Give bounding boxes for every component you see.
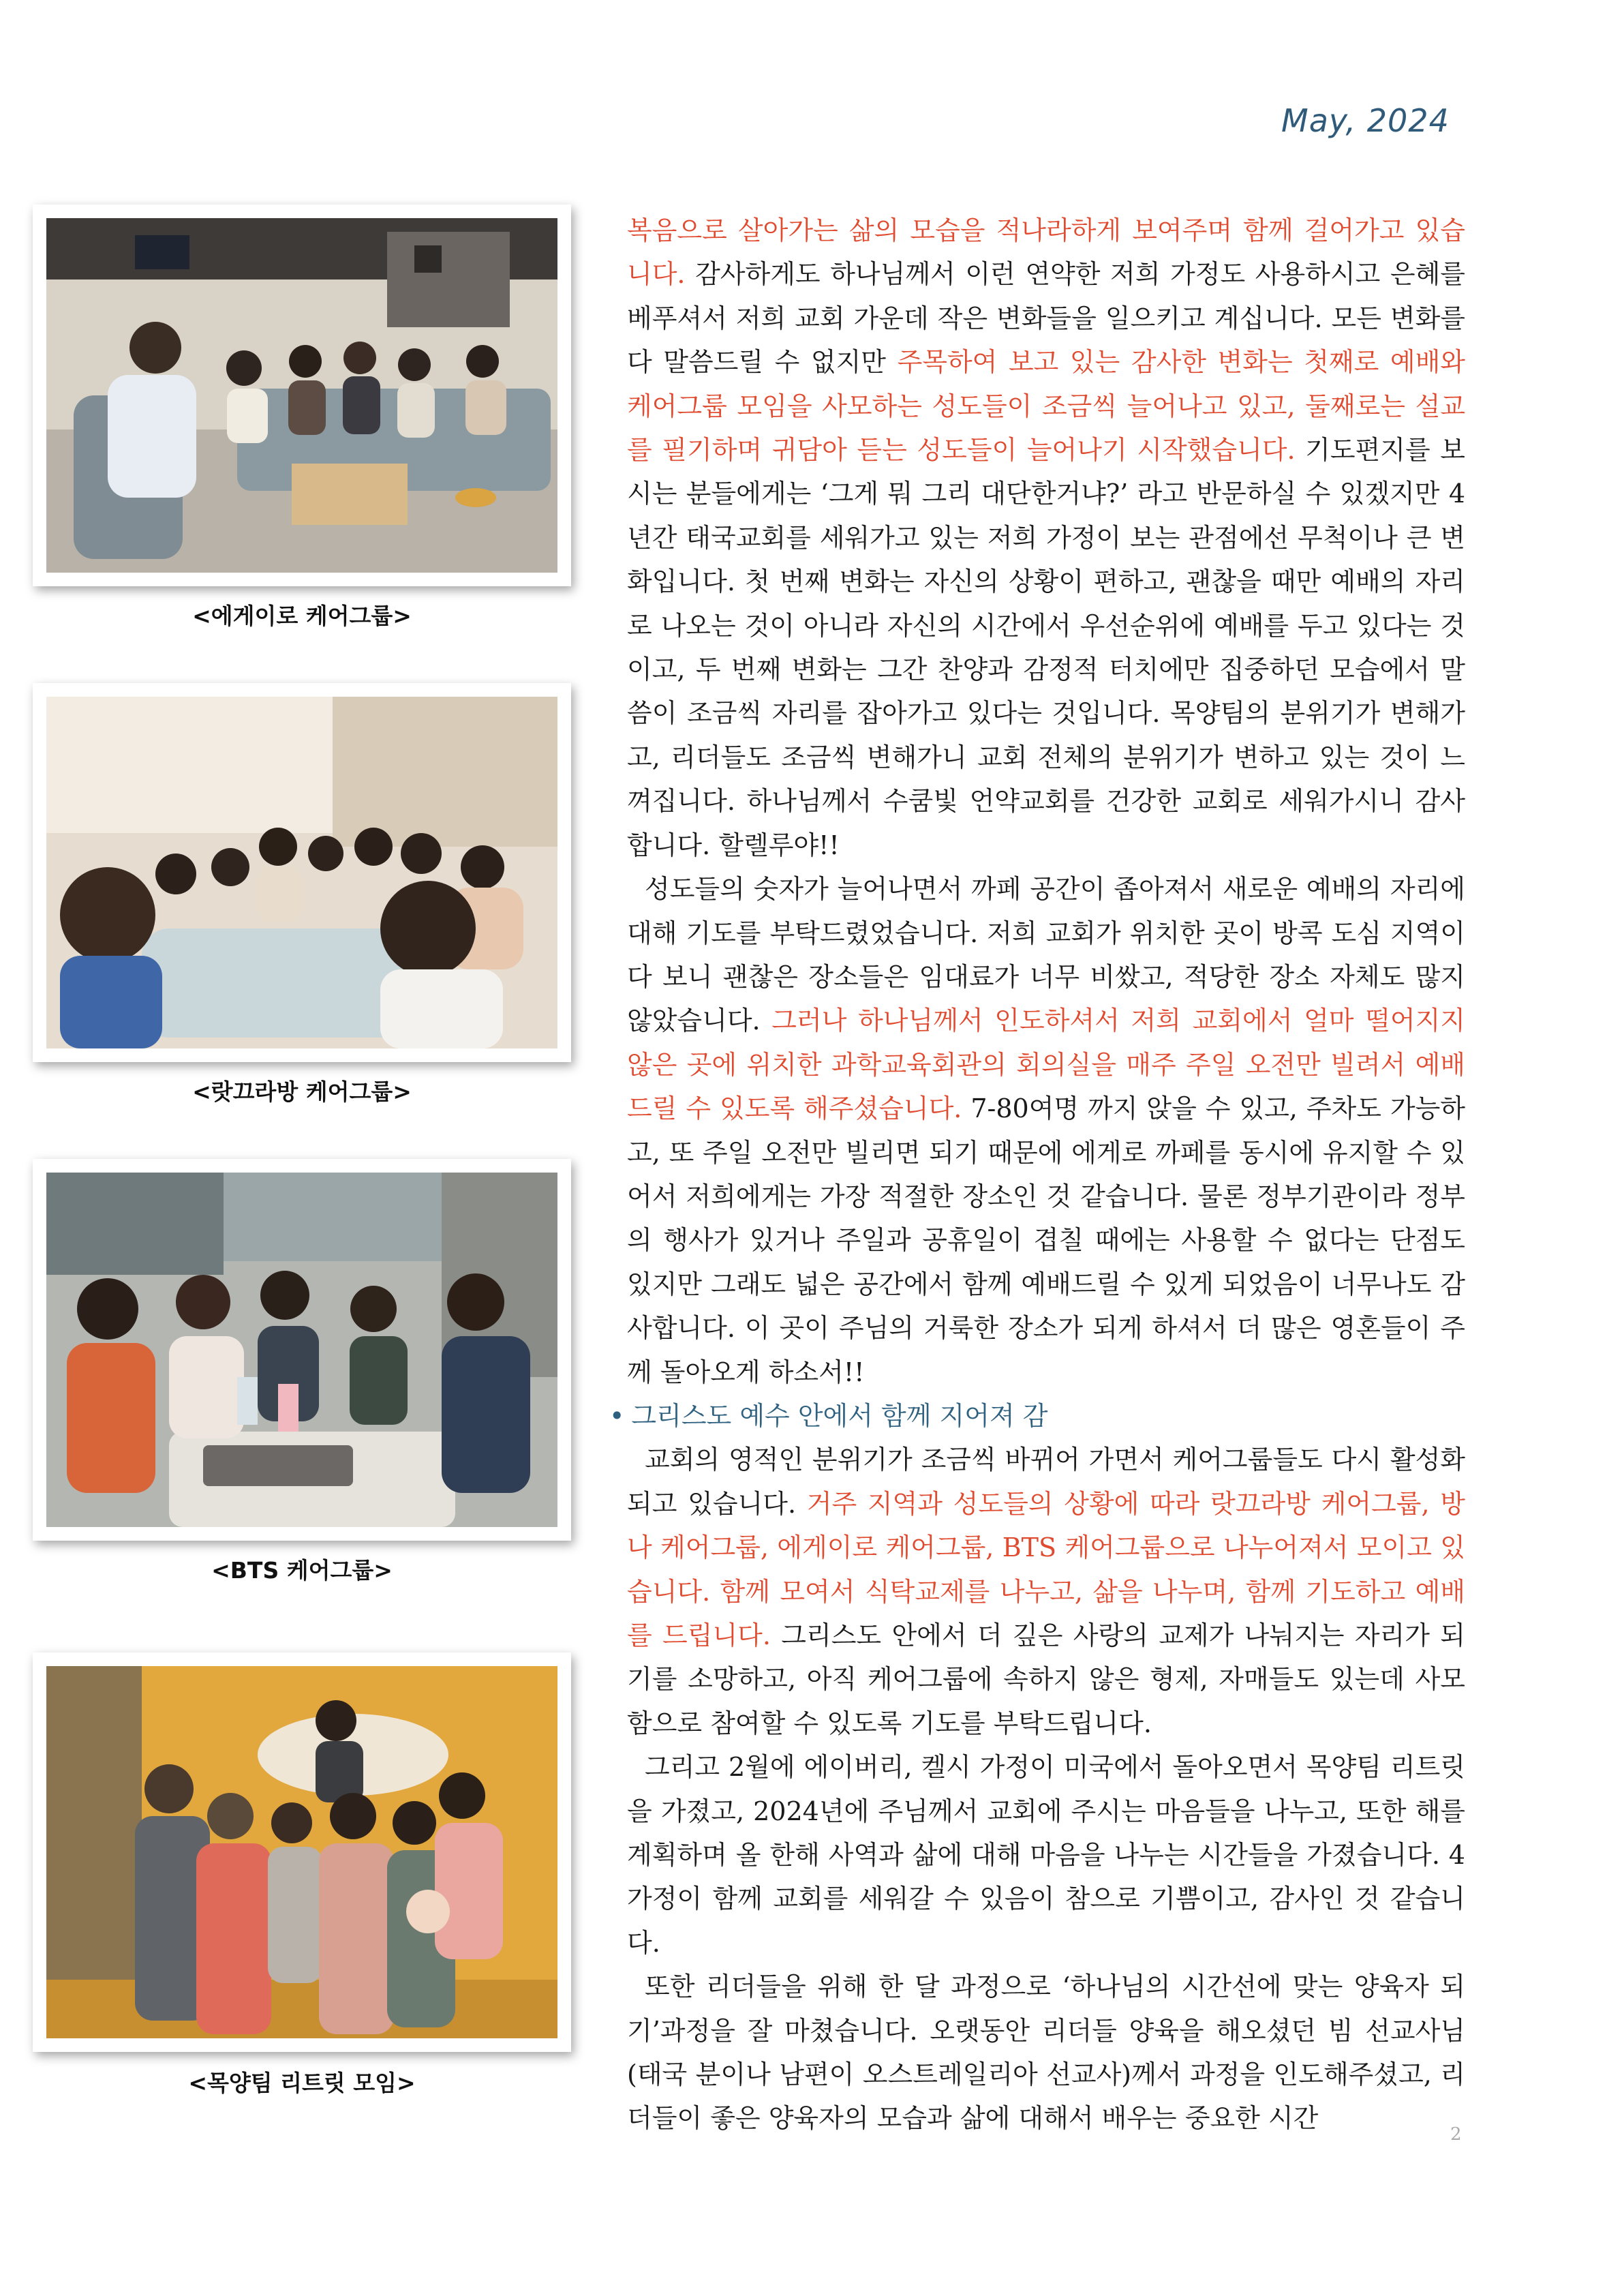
body-text: 그리스도 안에서 더 깊은 사랑의 교제가 나눠지는 자리가 되기를 소망하고, 아직 케어그룹에 속하지 않은 형제, 자매들도 있는데 사모함으로 참여할 수 있도록 기도를 부탁드립니다. <box>627 1620 1465 1738</box>
section-heading <box>609 1394 1465 1438</box>
photo-caption: <랏끄라방 케어그룹> <box>192 1078 412 1105</box>
group-photo-icon <box>33 683 571 1062</box>
paragraph: 그리고 2월에 에이버리, 켈시 가정이 미국에서 돌아오면서 목양팀 리트릿을 가졌고, 2024년에 주님께서 교회에 주시는 마음들을 나누고, 또한 해를 계획하며 올 한해 사역과 삶에 대해 마음을 나누는 시간들을 가졌습니다. 4가정이 함께 교회를 세워갈 수 있음이 참으로 기쁨이고, 감사인 것 같습니다. <box>627 1752 1465 1958</box>
highlight-text: 복음으로 살아가는 삶의 모습을 적나라하게 보여주며 함께 걸어가고 있습니다. <box>627 215 1465 290</box>
bullet-icon: • <box>609 1400 625 1431</box>
group-photo-icon <box>33 1652 571 2052</box>
article-body <box>609 209 1465 2141</box>
highlight-text: 거주 지역과 성도들의 상황에 따라 랏끄라방 케어그룹, 방나 케어그룹, 에게이로 케어그룹, BTS 케어그룹으로 나누어져서 모이고 있습니다. 함께 모여서 식탁교제를 나누고, 삶을 나누며, 함께 기도하고 예배를 드립니다. <box>627 1488 1465 1650</box>
paragraph <box>627 209 1465 867</box>
photo-caption: <BTS 케어그룹> <box>211 1557 393 1584</box>
body-text: 교회의 영적인 분위기가 조금씩 바뀌어 가면서 케어그룹들도 다시 활성화 되고 있습니다. <box>627 1445 1465 1519</box>
page-number: 2 <box>1450 2124 1462 2145</box>
paragraph: 또한 리더들을 위해 한 달 과정으로 ‘하나님의 시간선에 맞는 양육자 되기’과정을 잘 마쳤습니다. 오랫동안 리더들 양육을 해오셨던 빔 선교사님(태국 분이나 남편이 오스트레일리아 선교사)께서 과정을 인도해주셨고, 리더들이 좋은 양육자의 모습과 삶에 대해서 배우는 중요한 시간 <box>627 1972 1465 2134</box>
group-photo-icon <box>33 1159 571 1541</box>
photo-caption: <목양팀 리트릿 모임> <box>188 2070 416 2096</box>
paragraph <box>627 1438 1465 1745</box>
body-text: 7-80여명 까지 앉을 수 있고, 주차도 가능하고, 또 주일 오전만 빌리면 되기 때문에 에게로 까페를 동시에 유지할 수 있어서 저희에게는 가장 적절한 장소인 것 같습니다. 물론 정부기관이라 정부의 행사가 있거나 주일과 공휴일이 겹칠 때에는 사용할 수 없다는 단점도 있지만 그래도 넓은 공간에서 함께 예배드릴 수 있게 되었음이 너무나도 감사합니다. 이 곳이 주님의 거룩한 장소가 되게 하셔서 더 많은 영혼들이 주께 돌아오게 하소서!! <box>627 1093 1465 1387</box>
issue-date: May, 2024 <box>1281 102 1450 139</box>
body-text: 성도들의 숫자가 늘어나면서 까페 공간이 좁아져서 새로운 예배의 자리에 대해 기도를 부탁드렸었습니다. 저희 교회가 위치한 곳이 방콕 도심 지역이다 보니 괜찮은 장소들은 임대료가 너무 비쌌고, 적당한 장소 자체도 많지 않았습니다. <box>627 874 1465 1036</box>
highlight-text: 그러나 하나님께서 인도하셔서 저희 교회에서 얼마 떨어지지 않은 곳에 위치한 과학교육회관의 회의실을 매주 주일 오전만 빌려서 예배 드릴 수 있도록 해주셨습니다. <box>627 1006 1465 1124</box>
photo-leadership-retreat <box>33 1652 571 2052</box>
photo-bts-care-group <box>33 1159 571 1541</box>
photo-latkrabang-care-group <box>33 683 571 1062</box>
section-heading-text: 그리스도 예수 안에서 함께 지어져 감 <box>631 1400 1048 1431</box>
paragraph <box>627 867 1465 1394</box>
highlight-text: 주목하여 보고 있는 감사한 변화는 첫째로 예배와 케어그룹 모임을 사모하는 성도들이 조금씩 늘어나고 있고, 둘째로는 설교를 필기하며 귀담아 듣는 성도들이 늘어나기 시작했습니다. <box>627 347 1465 466</box>
photo-egeiro-care-group <box>33 205 571 586</box>
photo-caption: <에게이로 케어그룹> <box>192 603 412 629</box>
group-photo-icon <box>33 205 571 586</box>
body-text: 기도편지를 보시는 분들에게는 ‘그게 뭐 그리 대단한거냐?’ 라고 반문하실 수 있겠지만 4년간 태국교회를 세워가고 있는 저희 가정이 보는 관점에선 무척이나 큰 변화입니다. 첫 번째 변화는 자신의 상황이 편하고, 괜찮을 때만 예배의 자리로 나오는 것이 아니라 자신의 시간에서 우선순위에 예배를 두고 있다는 것이고, 두 번째 변화는 그간 찬양과 감정적 터치에만 집중하던 모습에서 말씀이 조금씩 자리를 잡아가고 있다는 것입니다. 목양팀의 분위기가 변해가고, 리더들도 조금씩 변해가니 교회 전체의 분위기가 변하고 있는 것이 느껴집니다. 하나님께서 수쿰빛 언약교회를 건강한 교회로 세워가시니 감사합니다. 할렐루야!! <box>627 435 1465 860</box>
body-text: 감사하게도 하나님께서 이런 연약한 저희 가정도 사용하시고 은혜를 베푸셔서 저희 교회 가운데 작은 변화들을 일으키고 계십니다. 모든 변화를 다 말씀드릴 수 없지만 <box>627 259 1465 378</box>
